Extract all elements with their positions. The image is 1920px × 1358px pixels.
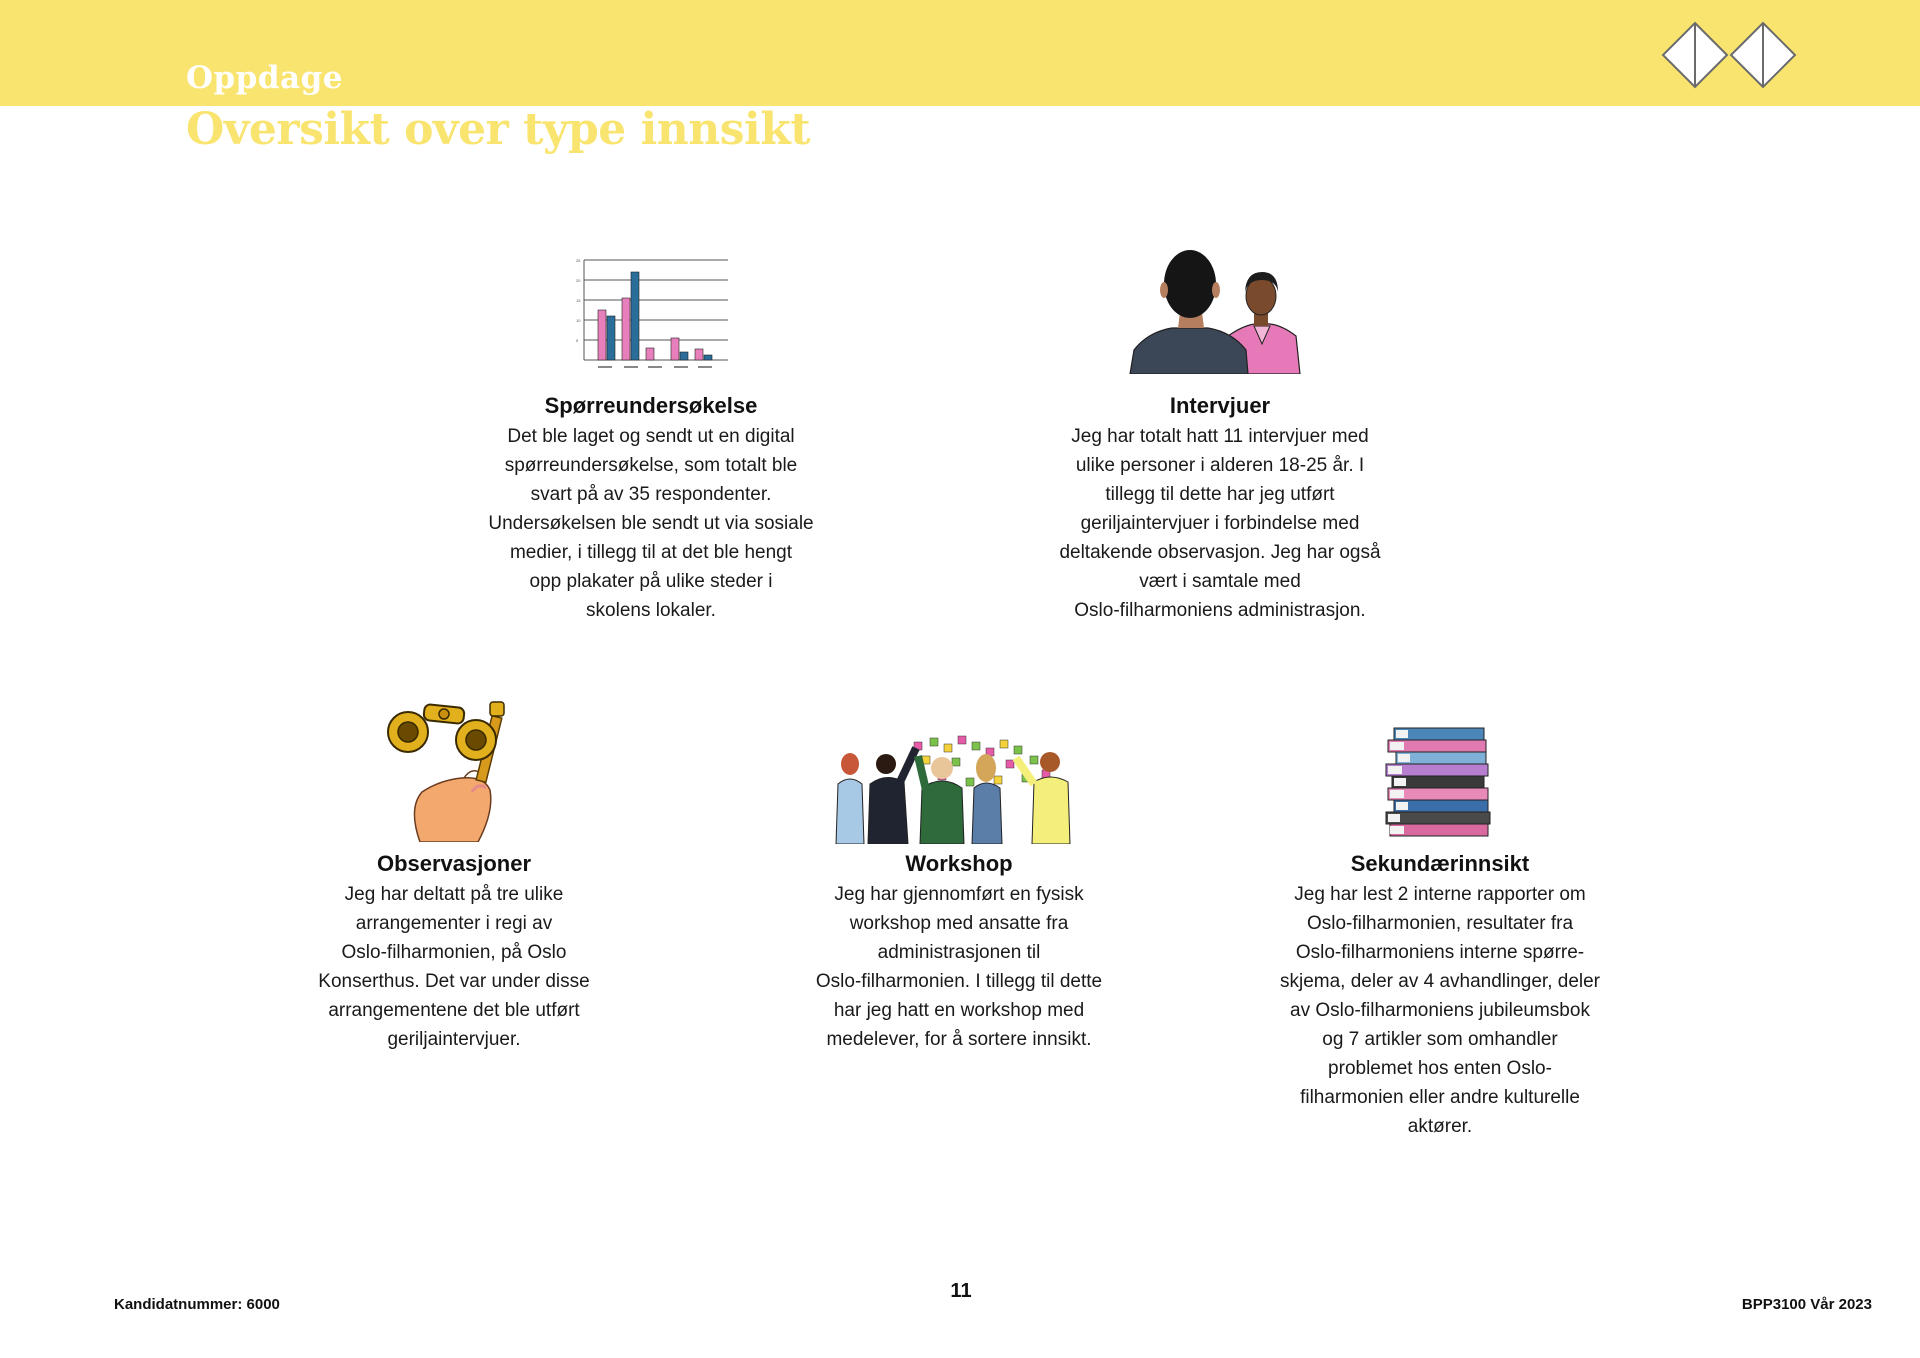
card-title: Sekundærinnsikt (1350, 851, 1530, 876)
svg-text:5: 5 (576, 338, 579, 343)
bar-chart-illustration (576, 256, 730, 378)
card-title: Workshop (905, 851, 1013, 876)
section-label: Oppdage (186, 60, 344, 96)
card-secondary (1250, 850, 1630, 1141)
svg-text:25: 25 (576, 258, 581, 263)
card-observations (294, 850, 614, 1054)
svg-text:15: 15 (576, 298, 581, 303)
svg-text:20: 20 (576, 278, 581, 283)
card-workshop (780, 850, 1138, 1054)
card-title: Spørreundersøkelse (544, 393, 758, 418)
page-title: Oversikt over type innsikt (186, 104, 811, 155)
card-title: Observasjoner (376, 851, 532, 876)
card-title: Intervjuer (1169, 393, 1271, 418)
card-survey (456, 392, 846, 625)
card-text: Det ble laget og sendt ut en digital spørreundersøkelse, som totalt ble svart på av 35 respondenter. Undersøkelsen ble sendt ut via sosiale medier, i tillegg til at det ble hengt opp plakater på ulike steder i skolens lokaler. (488, 426, 814, 621)
card-text: Jeg har lest 2 interne rapporter om Oslo-filharmonien, resultater fra Oslo-filharmoniens interne spørre- skjema, deler av 4 avhandlinger, deler av Oslo-filharmoniens jubileumsbok og 7 artikler som omhandler problemet hos enten Oslo- filharmonien eller andre kulturelle aktører. (1279, 884, 1601, 1137)
card-text: Jeg har totalt hatt 11 intervjuer med ulike personer i alderen 18-25 år. I tillegg til dette har jeg utført geriljaintervjuer i forbindelse med deltakende observasjon. Jeg har også vært i samtale med Oslo-filharmoniens administrasjon. (1059, 426, 1381, 621)
interview-illustration (1128, 240, 1308, 374)
workshop-people-illustration (834, 734, 1086, 844)
footer-course: BPP3100 Vår 2023 (1741, 1296, 1872, 1313)
card-interviews (1020, 392, 1420, 625)
diamond-logo-icon (1660, 20, 1800, 90)
opera-glasses-illustration (380, 696, 526, 842)
card-text: Jeg har deltatt på tre ulike arrangementer i regi av Oslo-filharmonien, på Oslo Konserthus. Det var under disse arrangementene det ble utført geriljaintervjuer. (318, 884, 590, 1050)
book-stack-illustration (1384, 720, 1500, 840)
page-number: 11 (950, 1280, 972, 1302)
footer-candidate: Kandidatnummer: 6000 (114, 1296, 280, 1313)
svg-text:10: 10 (576, 318, 581, 323)
card-text: Jeg har gjennomført en fysisk workshop med ansatte fra administrasjonen til Oslo-filharmonien. I tillegg til dette har jeg hatt en workshop med medelever, for å sortere innsikt. (815, 884, 1103, 1050)
